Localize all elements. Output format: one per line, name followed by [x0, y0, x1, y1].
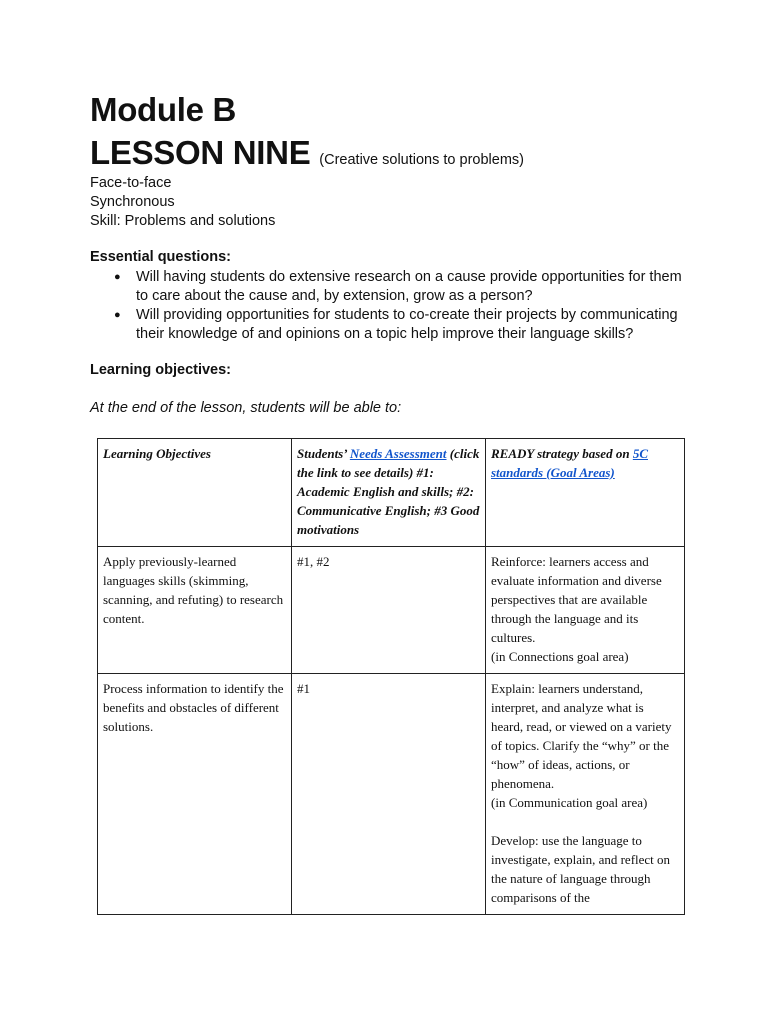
essential-questions-list [90, 268, 690, 344]
header-cell-needs [292, 439, 486, 547]
header-cell-objectives [98, 439, 292, 547]
header-cell-strategy [486, 439, 685, 547]
essential-question-1: Will having students do extensive research on a cause provide opportunities for them to care about the cause and, by extension, grow as a person? [136, 269, 682, 304]
header-needs-rest: (click the link to see details) #1: Academic English and skills; #2: Communicative English; #3 Good motivations [297, 446, 480, 537]
objective-cell: Apply previously-learned languages skills (skimming, scanning, and refuting) to research content. [98, 547, 292, 674]
strategy-area: (in Connections goal area) [491, 649, 629, 664]
meta-mode: Face-to-face [90, 175, 172, 191]
strategy-area: (in Communication goal area) [491, 795, 648, 810]
paragraph-gap [491, 812, 679, 831]
lesson-name: LESSON NINE [90, 134, 311, 171]
strategy-cell [486, 674, 685, 915]
strategy-extra: Develop: use the language to investigate, explain, and reflect on the nature of language through comparisons of the [491, 833, 671, 905]
needs-assessment-link[interactable]: Needs Assessment [349, 446, 447, 461]
list-item [90, 306, 690, 344]
learning-objectives-heading: Learning objectives: [90, 362, 232, 378]
strategy-cell [486, 547, 685, 674]
header-needs-prefix: Students’ [297, 446, 350, 461]
list-item [90, 268, 690, 306]
lesson-subtitle: (Creative solutions to problems) [319, 152, 524, 168]
header-objectives: Learning Objectives [103, 446, 211, 461]
module-title: Module B [90, 91, 237, 128]
table-header-row [98, 439, 685, 547]
essential-questions-heading: Essential questions: [90, 249, 232, 265]
strategy-text: Explain: learners understand, interpret, and analyze what is heard, read, or viewed on a variety of topics. Clarify the “why” or the “how” of ideas, actions, or phenomena. [491, 681, 672, 791]
table-row [98, 674, 685, 915]
objectives-table [97, 438, 685, 915]
needs-cell: #1, #2 [292, 547, 486, 674]
essential-question-2: Will providing opportunities for students to co-create their projects by communicating their knowledge of and opinions on a topic help improve their language skills? [136, 307, 678, 342]
learning-intro: At the end of the lesson, students will be able to: [90, 400, 402, 416]
bullet-icon: ● [114, 309, 121, 321]
bullet-icon: ● [114, 271, 121, 283]
header-strategy-prefix: READY strategy based on [491, 446, 633, 461]
strategy-text: Reinforce: learners access and evaluate information and diverse perspectives that are available through the language and its cultures. [491, 554, 662, 645]
meta-timing: Synchronous [90, 194, 175, 210]
standards-link[interactable]: 5C standards (Goal Areas) [491, 446, 648, 480]
table-row [98, 547, 685, 674]
lesson-title [90, 133, 524, 180]
needs-cell: #1 [292, 674, 486, 915]
meta-skill: Skill: Problems and solutions [90, 213, 276, 229]
objective-cell: Process information to identify the benefits and obstacles of different solutions. [98, 674, 292, 915]
lesson-meta [90, 174, 275, 231]
